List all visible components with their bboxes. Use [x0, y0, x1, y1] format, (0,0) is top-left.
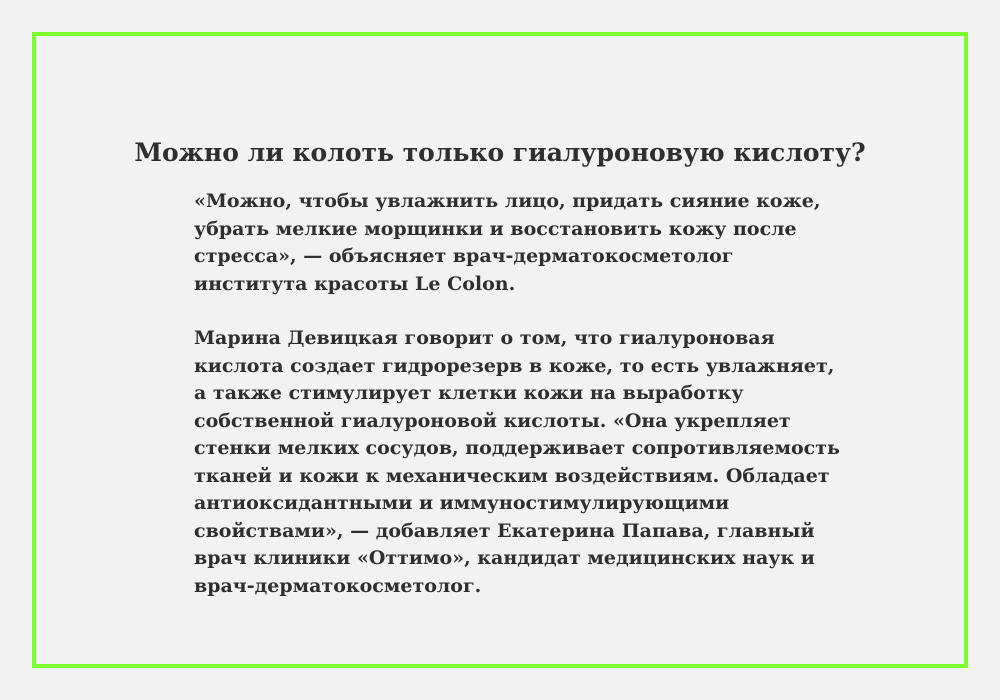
paragraph-2: Марина Девицкая говорит о том, что гиалуроновая кислота создает гидрорезерв в коже, то есть увлажняет, а также стимулирует клетки кожи на выработку собственной гиалуроновой кислоты. «Она укрепляет стенки мелких сосудов, поддерживает сопротивляемость тканей и кожи к механическим воздействиям. Обладает антиоксидантными и иммуностимулирующими свойствами», — добавляет Екатерина Папава, главный врач клиники «Оттимо», кандидат медицинских наук и врач-дерматокосметолог. [194, 327, 840, 597]
article-frame [32, 32, 968, 668]
article-body [194, 188, 852, 600]
article-title: Можно ли колоть только гиалуроновую кислоту? [134, 138, 866, 167]
paragraph-1: «Можно, чтобы увлажнить лицо, придать сияние коже, убрать мелкие морщинки и восстановить кожу после стресса», — объясняет врач-дерматокосметолог института красоты Le Colon. [194, 190, 821, 295]
